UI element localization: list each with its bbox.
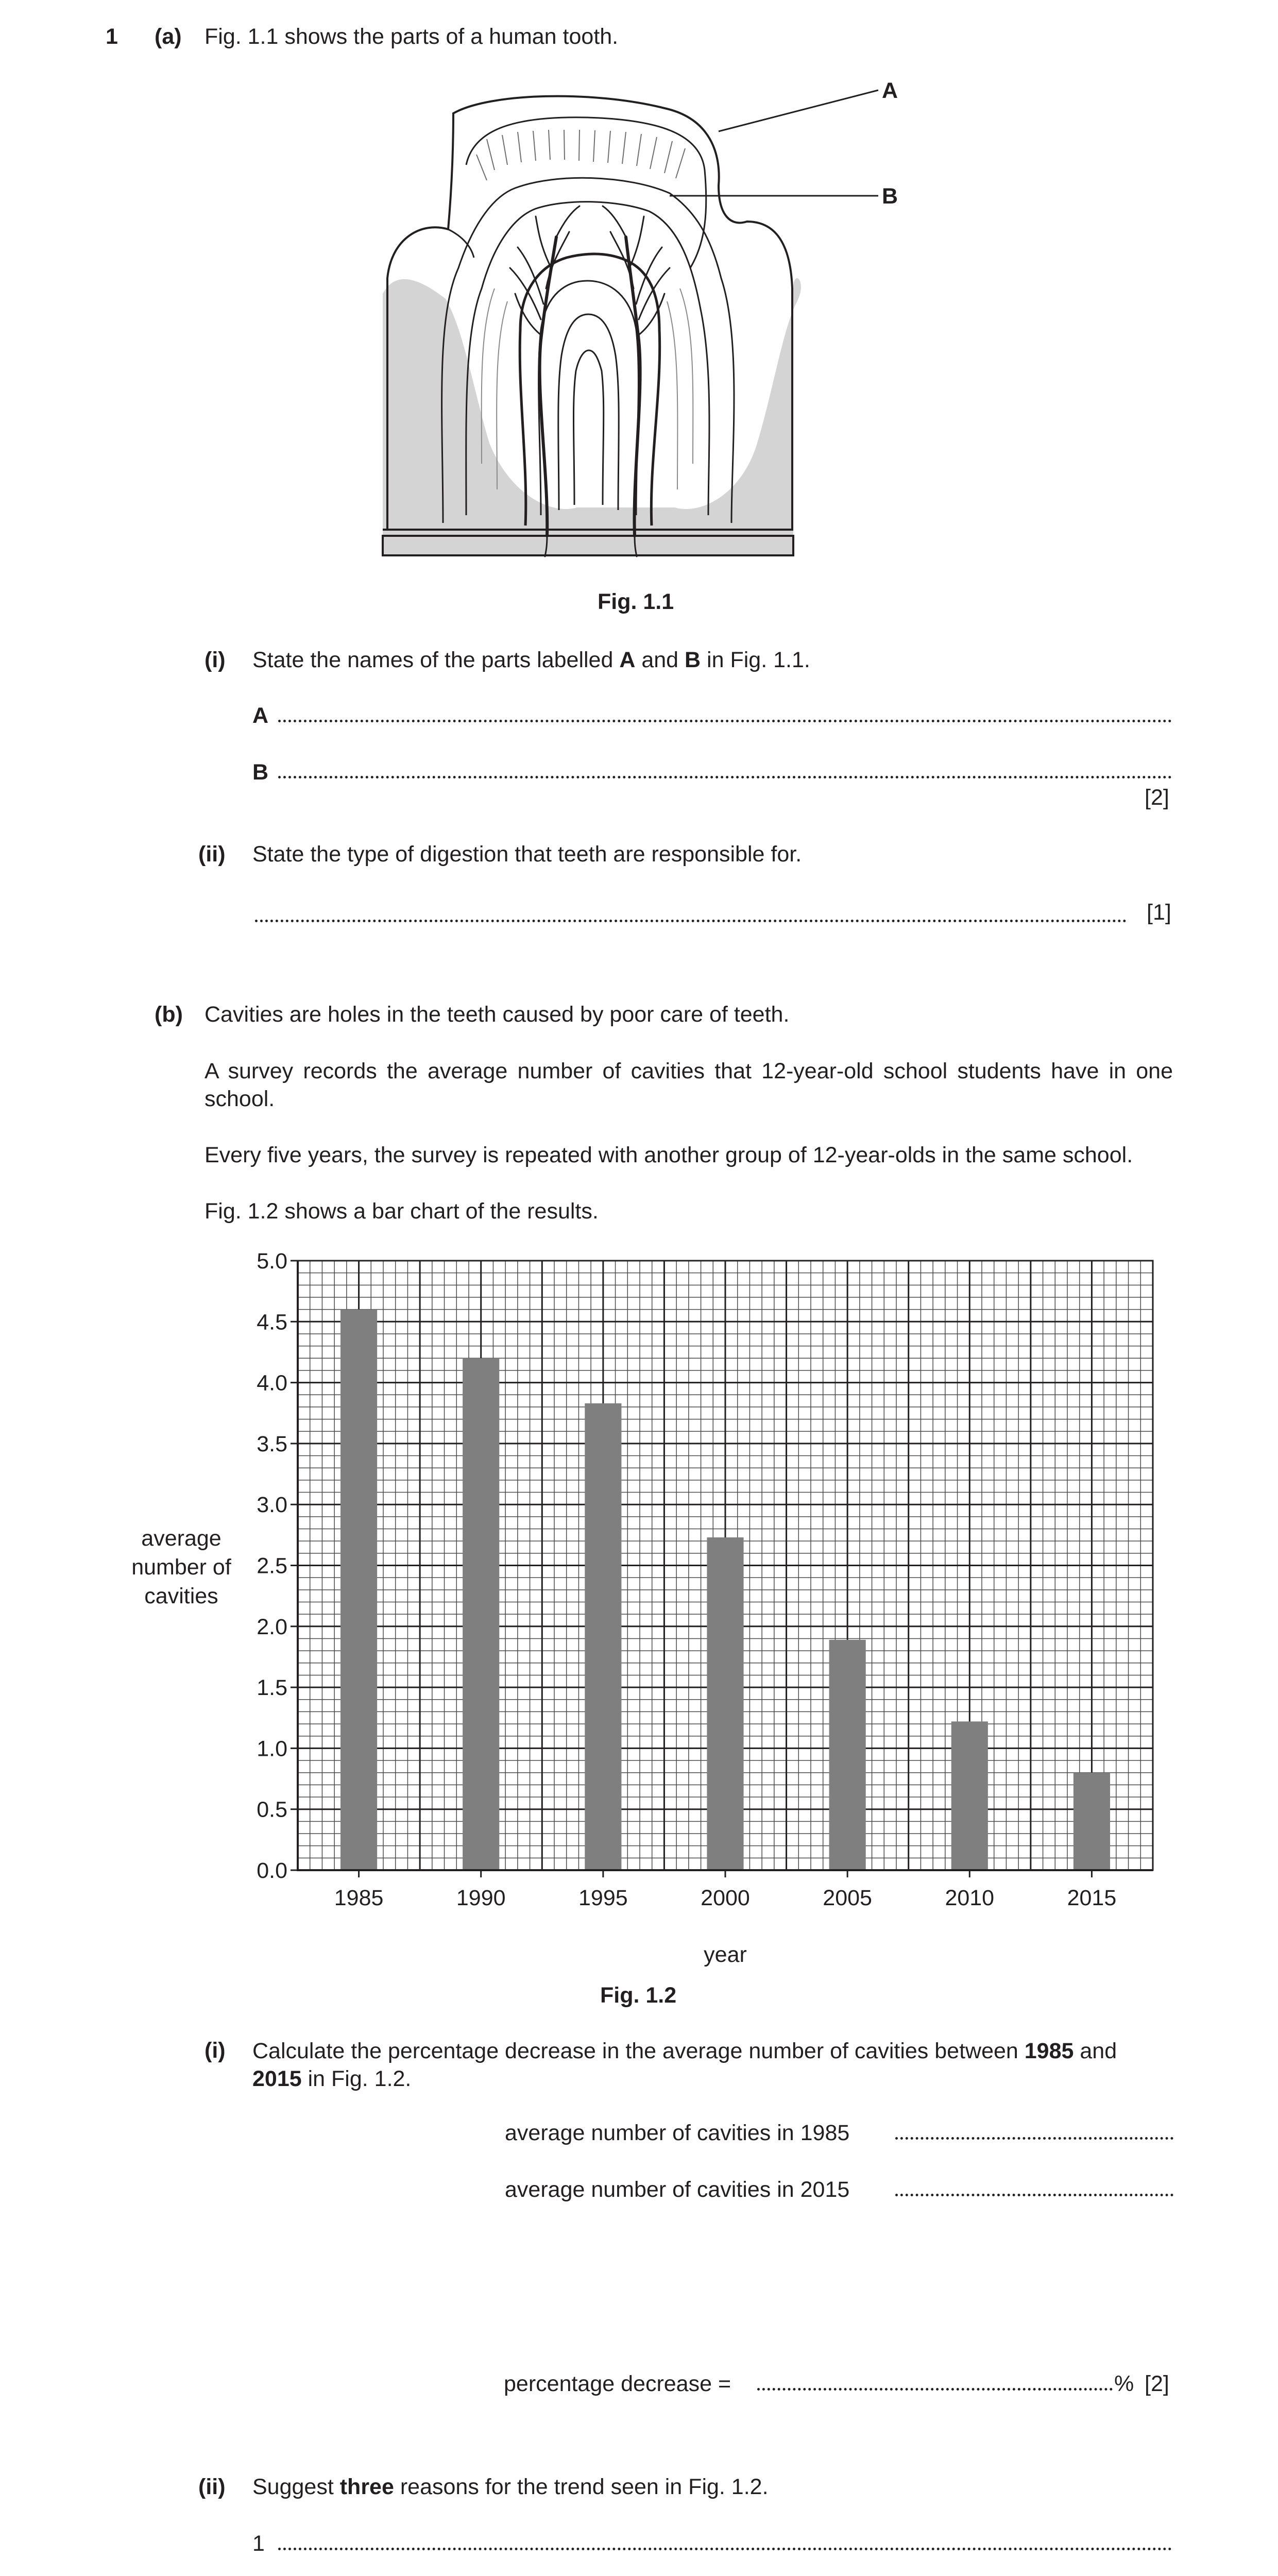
value-2015-label: average number of cavities in 2015 [505,2177,850,2202]
x-tick-label: 2005 [823,1886,872,1910]
part-b-i-stem: Calculate the percentage decrease in the average number of cavities between 1985 and 2015 in Fig. 1.2. [252,2039,1117,2091]
bar-1995 [585,1403,621,1870]
percentage-decrease-label: percentage decrease = [504,2371,731,2396]
fig-1-2-caption: Fig. 1.2 [600,1983,677,2008]
percentage-unit: % [1114,2371,1134,2396]
x-tick-label: 2000 [701,1886,750,1910]
part-a-ii-marks: [1] [1147,900,1171,925]
percentage-answer-line[interactable] [757,2388,1113,2391]
y-axis-label: number of [131,1555,231,1580]
y-tick-label: 2.0 [257,1614,287,1639]
y-tick-label: 0.0 [257,1858,287,1883]
y-tick-label: 4.0 [257,1370,287,1396]
part-a-i-label: (i) [205,648,226,672]
x-tick-label: 2015 [1067,1886,1117,1910]
y-axis-label: average [141,1526,221,1551]
y-tick-label: 1.0 [257,1736,287,1761]
bar-2005 [829,1640,866,1870]
part-b-label: (b) [155,1002,183,1027]
reason-1-line-1[interactable] [278,2548,1172,2550]
y-tick-label: 4.5 [257,1310,287,1335]
part-b-p3: Every five years, the survey is repeated with another group of 12-year-olds in the same school. [205,1143,1133,1167]
question-number: 1 [106,24,118,49]
answer-b-line[interactable] [278,776,1172,778]
y-axis-label: cavities [144,1584,218,1608]
part-a-ii-label: (ii) [198,842,226,867]
y-tick-label: 0.5 [257,1797,287,1822]
label-a: A [882,78,898,103]
part-a-label: (a) [155,24,182,49]
part-a-ii-answer-line[interactable] [255,920,1127,922]
bar-1990 [463,1358,499,1870]
value-1985-label: average number of cavities in 1985 [505,2121,850,2145]
value-2015-answer-line[interactable] [895,2194,1173,2196]
part-a-intro: Fig. 1.1 shows the parts of a human tooth. [205,24,619,49]
part-a-ii-stem: State the type of digestion that teeth are responsible for. [252,842,802,867]
part-a-i-marks: [2] [1145,785,1169,810]
x-tick-label: 1985 [334,1886,384,1910]
y-tick-label: 1.5 [257,1675,287,1701]
part-b-p1: Cavities are holes in the teeth caused by poor care of teeth. [205,1002,790,1027]
y-tick-label: 2.5 [257,1553,287,1579]
part-b-p4: Fig. 1.2 shows a bar chart of the results. [205,1199,599,1224]
bar-chart [103,1236,1185,1968]
part-b-p2: A survey records the average number of cavities that 12-year-old school students have in one school. [205,1059,1173,1111]
label-b: B [882,184,898,209]
reason-1-number: 1 [252,2531,265,2556]
part-b-ii-label: (ii) [198,2475,226,2499]
value-1985-answer-line[interactable] [895,2137,1173,2140]
fig-1-1-caption: Fig. 1.1 [598,589,674,614]
bar-1985 [340,1310,377,1870]
x-tick-label: 1995 [578,1886,628,1910]
tooth-diagram [361,72,938,567]
part-b-i-marks: [2] [1145,2371,1169,2396]
part-b-ii-stem: Suggest three reasons for the trend seen in Fig. 1.2. [252,2475,769,2499]
bar-2000 [707,1537,743,1870]
x-axis-label: year [704,1942,747,1967]
y-tick-label: 3.5 [257,1431,287,1456]
y-tick-label: 5.0 [257,1249,287,1274]
part-b-i-label: (i) [205,2038,226,2063]
bar-2010 [951,1721,988,1870]
x-tick-label: 1990 [456,1886,506,1910]
answer-a-line[interactable] [278,720,1172,722]
y-tick-label: 3.0 [257,1493,287,1518]
part-a-i-stem: State the names of the parts labelled A and B in Fig. 1.1. [252,648,810,672]
bar-2015 [1073,1773,1110,1870]
x-tick-label: 2010 [945,1886,995,1910]
answer-a-label: A [252,703,269,728]
answer-b-label: B [252,760,269,785]
